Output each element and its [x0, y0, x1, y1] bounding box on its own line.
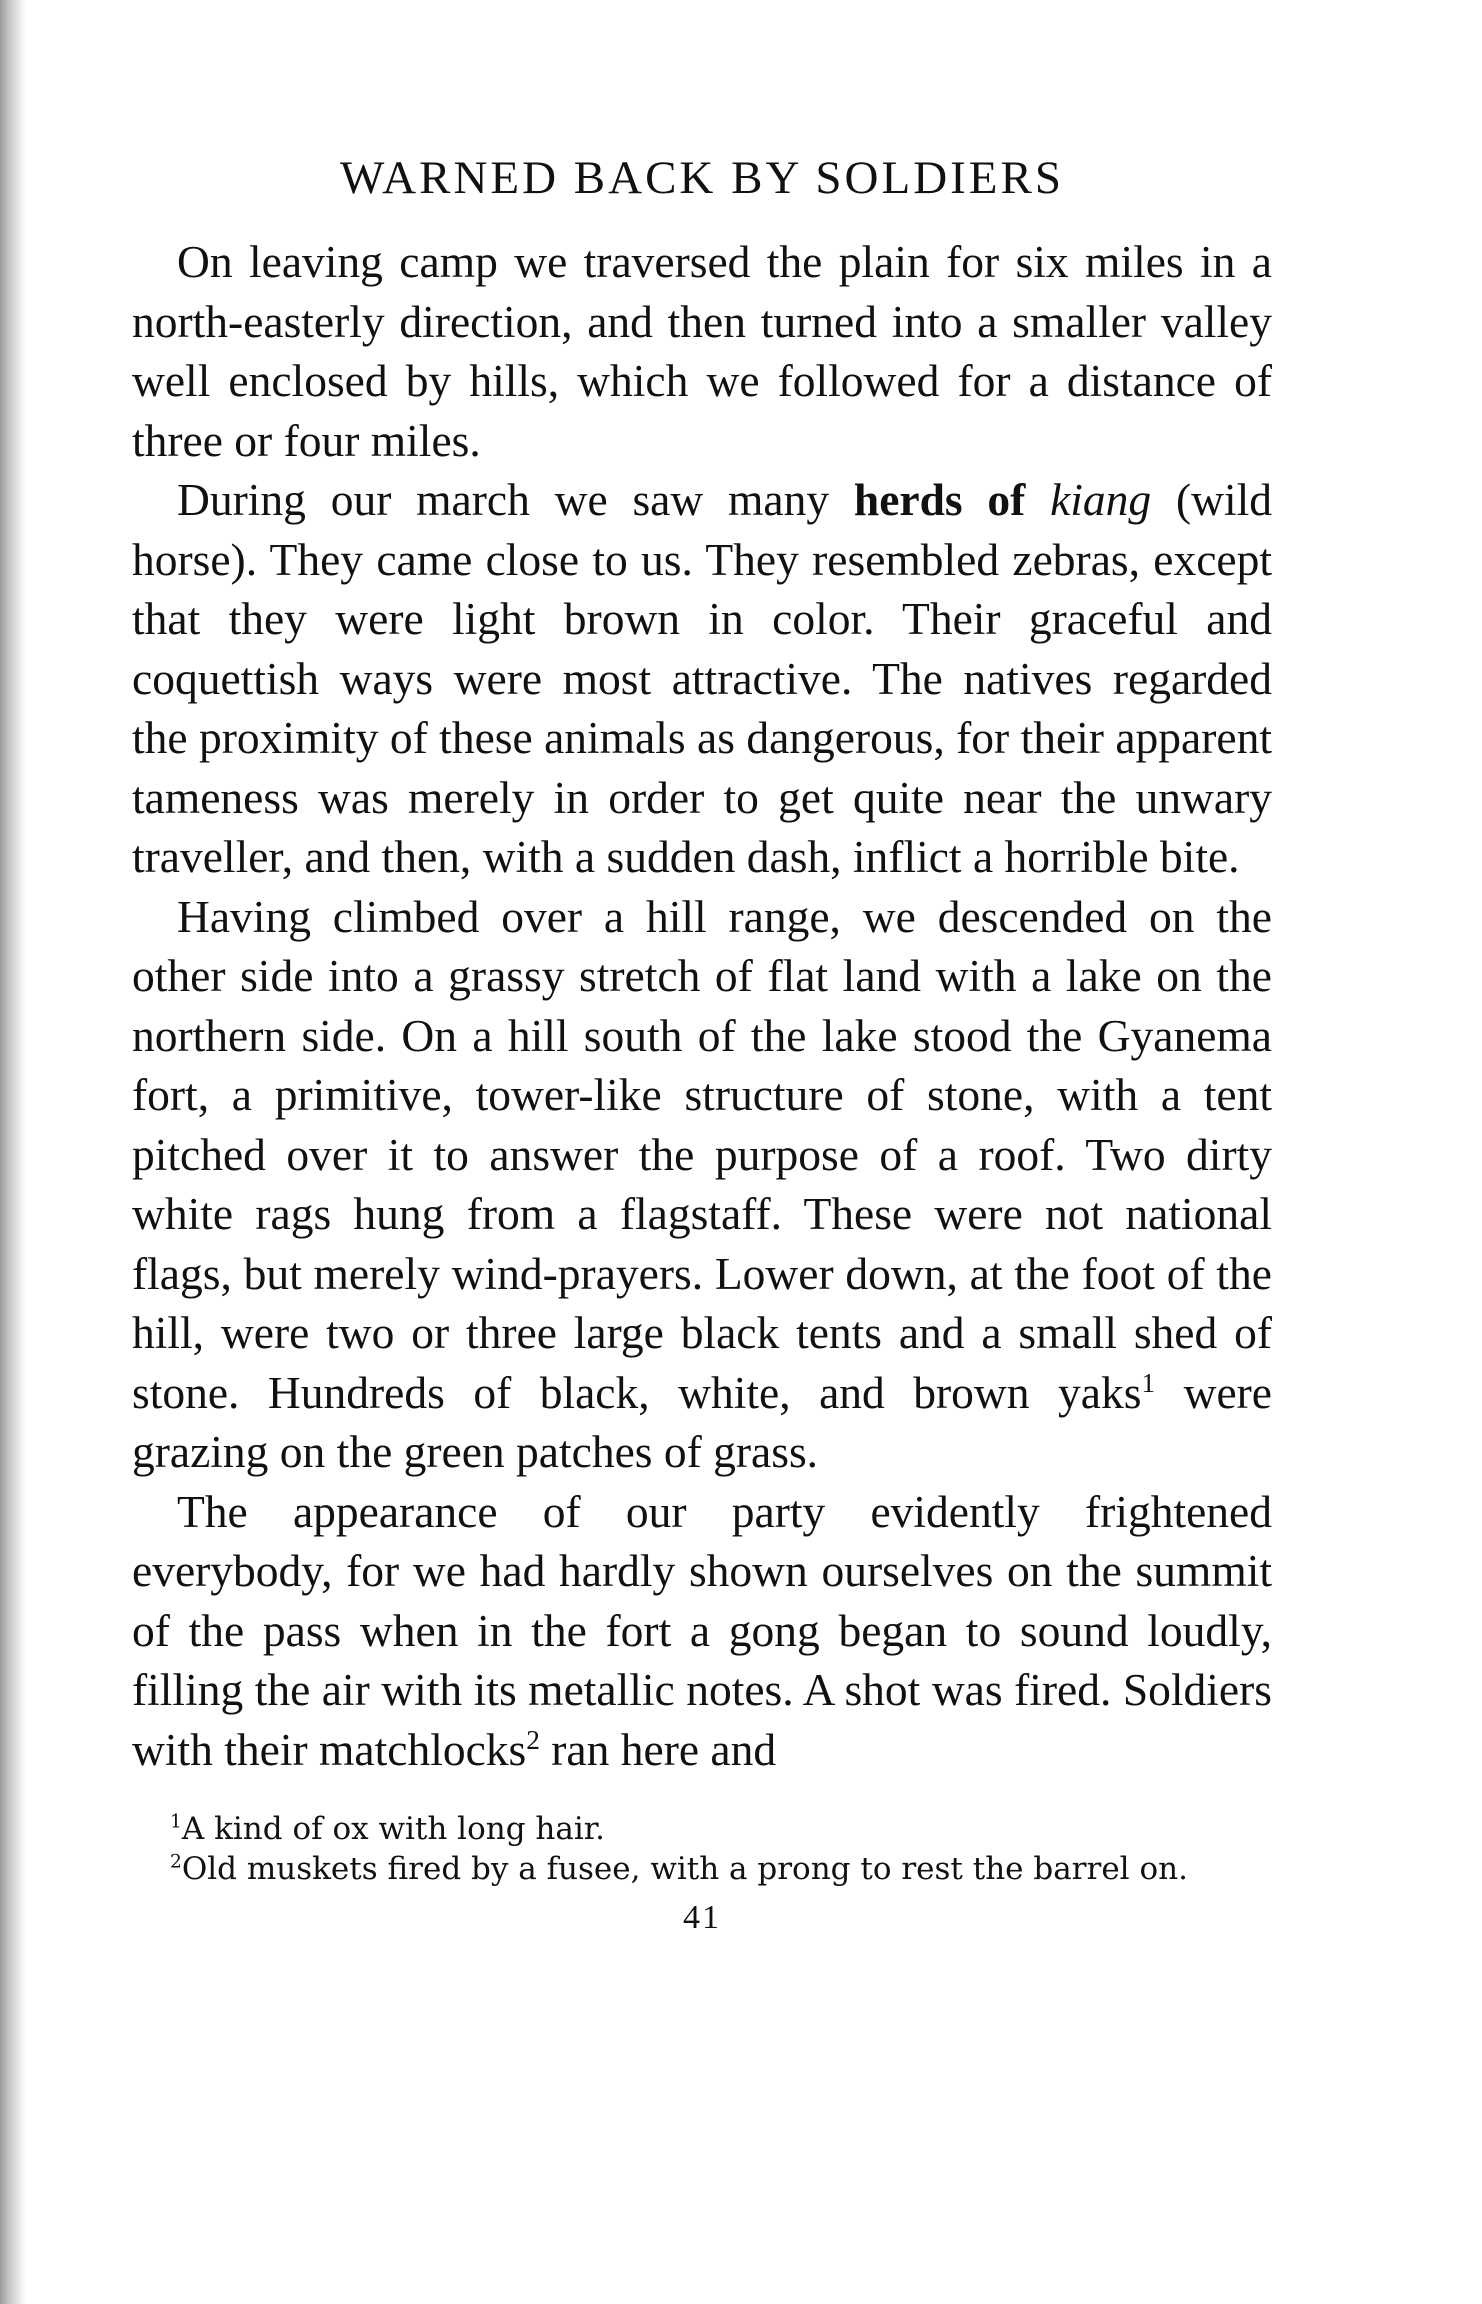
- book-page: [132, 150, 1272, 1937]
- paragraph-2-italic-kiang: kiang: [1050, 474, 1152, 525]
- footnote-2-marker: 2: [170, 1851, 182, 1873]
- paragraph-2: [132, 470, 1272, 887]
- running-title: WARNED BACK BY SOLDIERS: [340, 152, 1064, 204]
- footnote-2: [170, 1849, 1272, 1889]
- footnote-ref-1: 1: [1141, 1367, 1156, 1398]
- footnote-2-text: Old muskets fired by a fusee, with a prong to rest the barrel on.: [181, 1851, 1188, 1887]
- paragraph-2-text-a: During our march we saw many: [177, 474, 854, 525]
- footnote-1-text: A kind of ox with long hair.: [181, 1811, 606, 1847]
- page-number: 41: [683, 1899, 721, 1936]
- paragraph-4-text-a: The appearance of our party evidently frightened everybody, for we had hardly shown ourselves on the summit of the pass when in the fort a gong began to sound loudly, filling the air with its metallic notes. A shot was fired. Soldiers with their matchlocks: [132, 1485, 1272, 1775]
- paragraph-4: [132, 1482, 1272, 1780]
- footnote-ref-2: 2: [526, 1724, 540, 1755]
- paragraph-3-text-a: Having climbed over a hill range, we descended on the other side into a grassy stretch of flat land with a lake on the northern side. On a hill south of the lake stood the Gyanema fort, a primitive, tower-like structure of stone, with a tent pitched over it to answer the purpose of a roof. Two dirty white rags hung from a flagstaff. These were not national flags, but merely wind-prayers. Lower down, at the foot of the hill, were two or three large black tents and a small shed of stone. Hundreds of black, white, and brown yaks: [132, 890, 1272, 1418]
- footnote-1-marker: 1: [170, 1811, 182, 1833]
- paragraph-1: [132, 232, 1272, 470]
- paragraph-3-text-b: were grazing on the green patches of grass.: [132, 1366, 1272, 1477]
- footnotes: [132, 1809, 1272, 1889]
- paragraph-2-space: [1025, 474, 1050, 525]
- paragraph-2-bold: herds of: [853, 474, 1026, 525]
- paragraph-1-text: On leaving camp we traversed the plain for six miles in a north-easterly direction, and then turned into a smaller valley well enclosed by hills, which we followed for a distance of three or four miles.: [132, 236, 1272, 466]
- footnote-1: [170, 1809, 1272, 1849]
- paragraph-3: [132, 887, 1272, 1482]
- paragraph-4-text-b: ran here and: [539, 1723, 777, 1775]
- scan-gutter-shadow: [0, 0, 26, 2304]
- paragraph-2-text-b: (wild horse). They came close to us. They resembled zebras, except that they were light brown in color. Their graceful and coquettish ways were most attractive. The natives regarded the proximity of these animals as dangerous, for their apparent tameness was merely in order to get quite near the unwary traveller, and then, with a sudden dash, inflict a horrible bite.: [132, 474, 1273, 882]
